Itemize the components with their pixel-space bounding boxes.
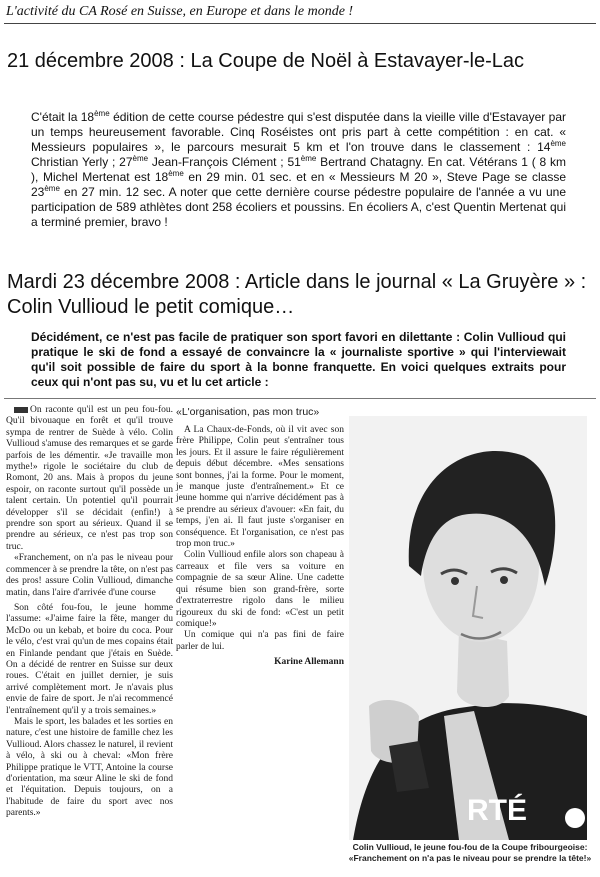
clipping-rule [4, 398, 596, 399]
athlete-photo [349, 416, 587, 840]
article2-intro: Décidément, ce n'est pas facile de pratiquer son sport favori en dilettante : Colin Vullioud qui pratique le ski de fond a essayé de convaincre la « journaliste sportive » qui l'interviewait qu'il soit possible de faire du sport à la bonne franquette. En voici quelques extraits pour ceux qui n'ont pas su, vu et lu cet article : [31, 330, 566, 389]
article1-body: C'était la 18ème édition de cette course pédestre qui s'est disputée dans la vieille ville d'Estavayer par un temps heureusement favorable. Cinq Roséistes ont pris part à cette compétition : en cat. « Messieurs populaires », le parcours mesurait 5 km et l'on trouve dans le classement : 14ème Christian Yerly ; 27ème Jean-François Clément ; 51ème Bertrand Chatagny. En cat. Vétérans 1 ( 8 km ), Michel Mertenat est 18ème en 29 min. 01 sec. et en « Messieurs M 20 », Steve Page se classe 23ème en 27 min. 12 sec. A noter que cette dernière course pédestre populaire de l'année a vu une participation de 589 athlètes dont 258 écoliers et poussins. En écoliers A, c'est Quentin Mertenat qui a terminé premier, bravo ! [31, 109, 567, 229]
jersey-lettering: RTÉ [467, 794, 527, 827]
clipping-column-2 [176, 405, 344, 669]
clipping-column-1 [6, 405, 173, 820]
clipping-paragraph: «Franchement, on n'a pas le niveau pour commencer à se prendre la tête, on n'est pas des pros! assure Colin Vullioud, dimanche matin, dans l'aire d'arrivée d'une course [6, 553, 173, 598]
photo-caption: Colin Vullioud, le jeune fou-fou de la Coupe fribourgeoise: «Franchement on n'a pas le niveau pour se prendre la tête!» [348, 842, 592, 863]
page-header: L'activité du CA Rosé en Suisse, en Europe et dans le monde ! [6, 4, 354, 19]
clipping-paragraph: Colin Vullioud enfile alors son chapeau à carreaux et file vers sa voiture en compagnie de sa sœur Aline. Une cadette qui résume bien son grand-frère, sorte d'extraterrestre rigolo dans le milieu rigoureux du ski de fond: «C'est un petit comique!» [176, 550, 344, 629]
clipping-subhead: «L'organisation, pas mon truc» [176, 406, 320, 418]
clipping-paragraph: A La Chaux-de-Fonds, où il vit avec son frère Philippe, Colin peut s'entraîner tous les jours. Et il assure le faire régulièrement depuis début décembre. «Mes sensations sont bonnes, j'ai la forme. Pour le moment, je manque juste d'entraînement.» Et ce jeune homme qui n'arrive décidément pas à se prendre au sérieux d'avouer: «En fait, du temps, j'en ai. Il faut juste s'organiser en conséquence. Et l'organisation, ce n'est pas trop mon truc.» [176, 425, 344, 550]
clipping-author: Karine Allemann [274, 657, 344, 668]
article2-title: Mardi 23 décembre 2008 : Article dans le journal « La Gruyère » : Colin Vullioud le petit comique… [7, 271, 587, 318]
article1-title: 21 décembre 2008 : La Coupe de Noël à Estavayer-le-Lac [7, 50, 524, 72]
clipping-paragraph: Un comique qui n'a pas fini de faire parler de lui. [176, 630, 344, 652]
clipping-paragraph: Mais le sport, les balades et les sorties en nature, c'est une histoire de famille chez les Vullioud. Alors chassez le naturel, il revient à vélo, à ski ou à cheval: «Mon frère Philippe pratique le VTT, Antoine la course d'orientation, ma sœur Aline le ski de fond et l'équitation. Depuis toujours, on a l'habitude de faire du sport avec nos parents.» [6, 716, 173, 819]
paragraph-bullet-icon [14, 407, 28, 413]
clipping-paragraph: On raconte qu'il est un peu fou-fou. Qu'il bivouaque en forêt et qu'il trouve sympa de rentrer de Suède à vélo. Colin Vullioud s'amuse des remarques et se garde parfois de les démentir. «Je travaille mon mythe!» rigole le sociétaire du club de Romont, 20 ans. Mais à propos du jeune espoir, on raconte surtout qu'il possède un talent certain. Un potentiel qu'il pourrait développer s'il se décidait (enfin!) à prendre son sport au sérieux. Quand il se prendre au sérieux, ce n'est pas trop son truc. [6, 405, 173, 552]
clipping-paragraph: Son côté fou-fou, le jeune homme l'assume: «J'aime faire la fête, manger du McDo ou un kebab, et boire du coca. Pour le vélo, c'est vrai qu'un de mes copains était en Finlande pendant que j'étais en Suède. On a décidé de rentrer en Suisse sur deux roues. C'était en juillet dernier, je suis arrivé complètement mort. Je n'avais plus envie de faire de sport. Je n'ai recommencé l'entraînement qu'il y a trois semaines.» [6, 602, 173, 716]
header-rule [4, 23, 596, 24]
